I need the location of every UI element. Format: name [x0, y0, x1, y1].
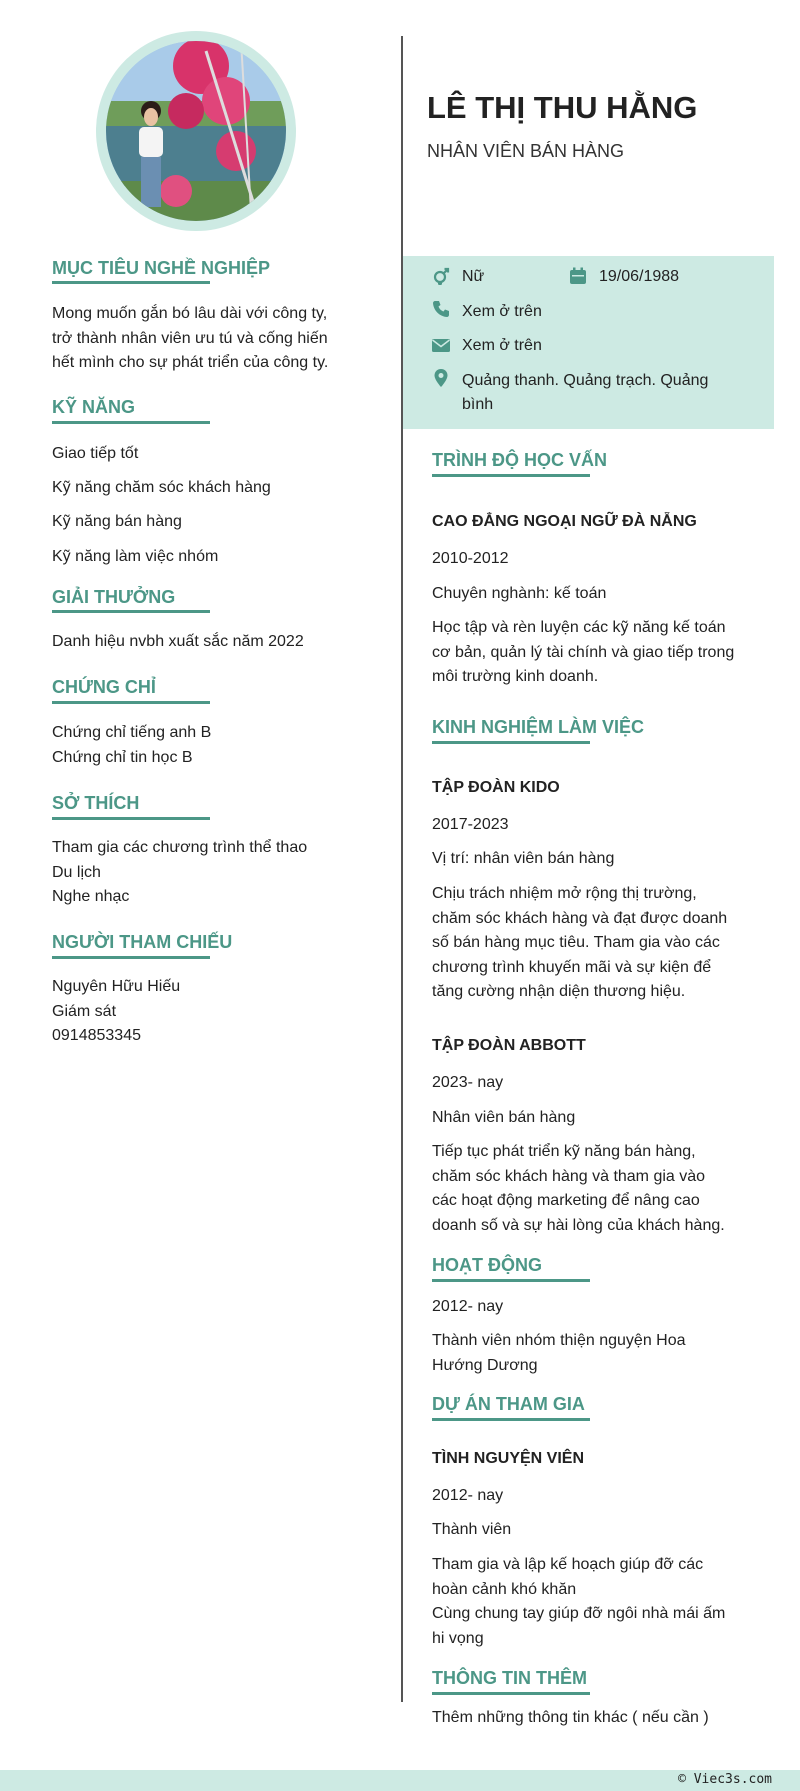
projects-underline [432, 1418, 590, 1421]
avatar-frame [96, 31, 296, 231]
calendar-icon [568, 266, 588, 286]
additional-title: THÔNG TIN THÊM [432, 1668, 587, 1688]
candidate-title: NHÂN VIÊN BÁN HÀNG [427, 141, 625, 161]
education-underline [432, 474, 590, 477]
job-desc: Chịu trách nhiệm mở rộng thị trường, chăm sóc khách hàng và đạt được doanh số bán hàng mục tiêu. Tham gia vào các chương trình khuyến mãi và sự kiện để tăng cường nhận diện thương hiệu. [432, 885, 728, 1000]
education-title: TRÌNH ĐỘ HỌC VẤN [432, 450, 607, 470]
phone-value: Xem ở trên [462, 303, 542, 320]
email-value: Xem ở trên [462, 337, 542, 354]
gender-icon [431, 266, 451, 286]
project-name: TÌNH NGUYỆN VIÊN [432, 1450, 585, 1467]
job-period: 2017-2023 [432, 816, 509, 833]
hobbies-list: Tham gia các chương trình thể thao Du lịch Nghe nhạc [52, 839, 308, 905]
award-item: Danh hiệu nvbh xuất sắc năm 2022 [52, 633, 304, 650]
objective-title: MỤC TIÊU NGHỀ NGHIỆP [52, 258, 271, 278]
projects-title: DỰ ÁN THAM GIA [432, 1394, 585, 1414]
address-value: Quảng thanh. Quảng trạch. Quảng bình [462, 372, 709, 413]
awards-underline [52, 610, 210, 613]
footer-bar [0, 1770, 800, 1791]
objective-underline [52, 281, 210, 284]
education-school: CAO ĐẲNG NGOẠI NGỮ ĐÀ NẴNG [432, 513, 697, 530]
objective-text: Mong muốn gắn bó lâu dài với công ty, trở thành nhân viên ưu tú và cống hiến hết mình cho sự phát triển của công ty. [52, 305, 329, 371]
birthday-value: 19/06/1988 [599, 268, 680, 285]
job-company: TẬP ĐOÀN ABBOTT [432, 1037, 586, 1054]
phone-icon [431, 299, 451, 319]
hobbies-underline [52, 817, 210, 820]
job-position: Nhân viên bán hàng [432, 1109, 576, 1126]
skill-item: Kỹ năng làm việc nhóm [52, 548, 219, 565]
skills-underline [52, 421, 210, 424]
activities-title: HOẠT ĐỘNG [432, 1255, 542, 1275]
awards-title: GIẢI THƯỞNG [52, 587, 176, 607]
certificates-underline [52, 701, 210, 704]
skill-item: Kỹ năng chăm sóc khách hàng [52, 479, 271, 496]
references-list: Nguyên Hữu Hiếu Giám sát 0914853345 [52, 978, 181, 1044]
experience-title: KINH NGHIỆM LÀM VIỆC [432, 717, 645, 737]
education-period: 2010-2012 [432, 550, 509, 567]
avatar-photo [106, 41, 286, 221]
certificates-title: CHỨNG CHỈ [52, 677, 156, 697]
skill-item: Kỹ năng bán hàng [52, 513, 182, 530]
avatar [106, 41, 286, 221]
experience-underline [432, 741, 590, 744]
location-icon [431, 368, 451, 388]
references-title: NGƯỜI THAM CHIẾU [52, 932, 233, 952]
certificates-list: Chứng chỉ tiếng anh B Chứng chỉ tin học B [52, 724, 212, 766]
hobbies-title: SỞ THÍCH [52, 793, 140, 813]
job-period: 2023- nay [432, 1074, 504, 1091]
email-icon [431, 335, 451, 355]
activities-period: 2012- nay [432, 1298, 504, 1315]
candidate-name: LÊ THỊ THU HẰNG [427, 90, 698, 125]
job-company: TẬP ĐOÀN KIDO [432, 779, 560, 796]
skills-title: KỸ NĂNG [52, 397, 136, 417]
education-desc: Học tập và rèn luyện các kỹ năng kế toán cơ bản, quản lý tài chính và giao tiếp trong môi trường kinh doanh. [432, 619, 735, 685]
skill-item: Giao tiếp tốt [52, 445, 139, 462]
additional-desc: Thêm những thông tin khác ( nếu cần ) [432, 1709, 709, 1726]
activities-desc: Thành viên nhóm thiện nguyện Hoa Hướng Dương [432, 1332, 686, 1374]
references-underline [52, 956, 210, 959]
job-position: Vị trí: nhân viên bán hàng [432, 850, 615, 867]
project-desc: Tham gia và lập kế hoạch giúp đỡ các hoàn cảnh khó khăn Cùng chung tay giúp đỡ ngôi nhà mái ấm hi vọng [432, 1556, 726, 1647]
activities-underline [432, 1279, 590, 1282]
education-major: Chuyên nghành: kế toán [432, 585, 607, 602]
additional-underline [432, 1692, 590, 1695]
gender-value: Nữ [462, 268, 485, 285]
project-role: Thành viên [432, 1521, 512, 1538]
footer-credit: © Viec3s.com [678, 1772, 772, 1787]
project-period: 2012- nay [432, 1487, 504, 1504]
job-desc: Tiếp tục phát triển kỹ năng bán hàng, chăm sóc khách hàng và tham gia vào các hoạt động marketing để nâng cao doanh số và sự hài lòng của khách hàng. [432, 1143, 725, 1234]
